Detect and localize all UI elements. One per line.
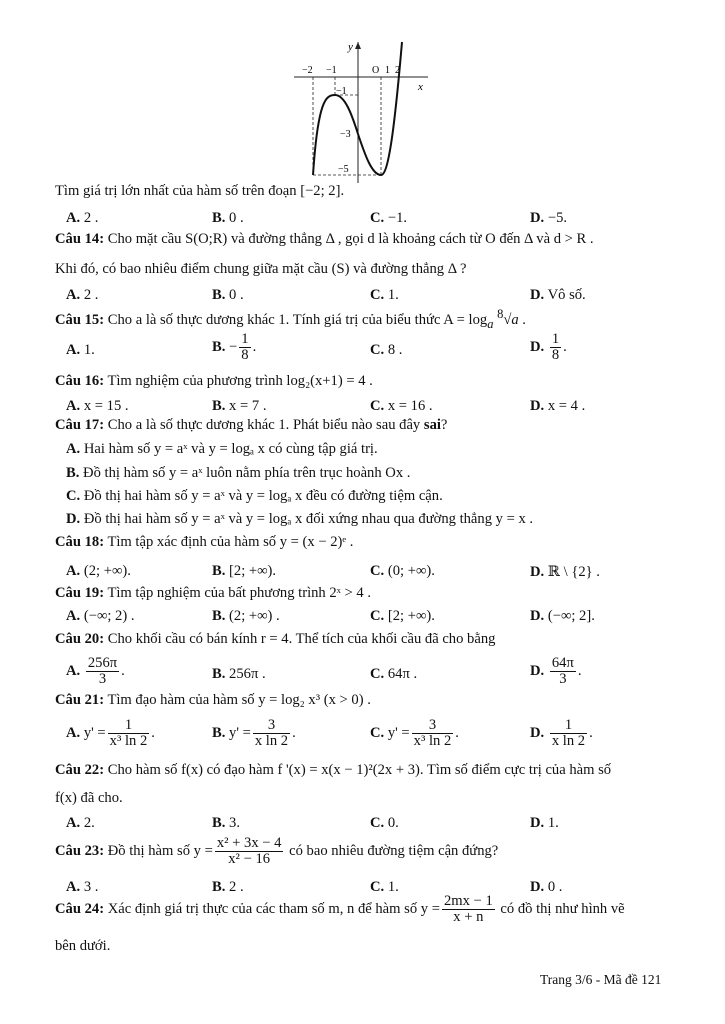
q17-option-a: A. Hai hàm số y = aˣ và y = logₐ x có cùng tập giá trị. (66, 441, 378, 457)
q13-option-b: B. 0 . (212, 210, 244, 226)
q15-option-c: C. 8 . (370, 342, 403, 358)
q20-option-c: C. 64π . (370, 666, 418, 682)
q21-option-c: C. y' = $\frac{3}{\text{x³ ln 2}}$ . (370, 717, 459, 750)
q18-option-a: A. (2; +∞). (66, 563, 131, 579)
q14-option-d: D. Vô số. (530, 287, 586, 303)
q20-option-a: A. $\frac{256\pi}{3}$ . (66, 655, 125, 688)
q24-line2: bên dưới. (55, 938, 111, 954)
q14-option-c: C. 1. (370, 287, 399, 303)
origin-label: O (372, 65, 380, 76)
q14-line1: Câu 14: Cho mặt cầu S(O;R) và đường thẳng Δ , gọi d là khoảng cách từ O đến Δ và d > R . (55, 231, 594, 247)
q22-option-b: B. 3. (212, 815, 240, 831)
q14-line2: Khi đó, có bao nhiêu điểm chung giữa mặt cầu (S) và đường thẳng Δ ? (55, 261, 467, 277)
q16-option-b: B. x = 7 . (212, 398, 267, 414)
y-tick-neg5: −5 (338, 164, 349, 175)
q15-option-a: A. 1. (66, 342, 95, 358)
q24-line1: Câu 24: Xác định giá trị thực của các tham số m, n để hàm số y = $\frac{2mx - 1}{x + n}$ có đồ thị như hình vẽ (55, 893, 625, 926)
q14-option-a: A. 2 . (66, 287, 99, 303)
q20-line: Câu 20: Cho khối cầu có bán kính r = 4. Thể tích của khối cầu đã cho bằng (55, 631, 496, 647)
q13-text: Tìm giá trị lớn nhất của hàm số trên đoạn [−2; 2]. (55, 183, 345, 199)
q23-option-a: A. 3 . (66, 879, 99, 895)
q16-option-c: C. x = 16 . (370, 398, 433, 414)
q18-option-d: D. ℝ \ {2} . (530, 564, 600, 580)
q15-line: Câu 15: Cho a là số thực dương khác 1. Tính giá trị của biểu thức $A = \log_a ^8√a$ . (55, 307, 526, 331)
q17-option-d: D. Đồ thị hai hàm số y = aˣ và y = logₐ x đối xứng nhau qua đường thẳng y = x . (66, 511, 534, 527)
y-tick-neg3: −3 (340, 129, 351, 140)
function-graph (290, 40, 430, 185)
q13-option-d: D. −5. (530, 210, 568, 226)
q21-line: Câu 21: Tìm đạo hàm của hàm số y = log₂ x³ (x > 0) . (55, 692, 371, 708)
q22-option-c: C. 0. (370, 815, 399, 831)
y-tick-neg1: −1 (336, 86, 347, 97)
q21-option-a: A. y' = $\frac{1}{\text{x³ ln 2}}$ . (66, 717, 155, 750)
q23-option-c: C. 1. (370, 879, 399, 895)
q20-option-b: B. 256π . (212, 666, 266, 682)
x-tick-neg2: −2 (302, 65, 313, 76)
q13-option-c: C. −1. (370, 210, 408, 226)
q23-line: Câu 23: Đồ thị hàm số y = $\frac{\text{x² + 3x − 4}}{\text{x² − 16}}$ có bao nhiêu đường tiệm cận đứng? (55, 835, 499, 868)
q15-option-b: B. − $\frac{1}{8}$ . (212, 331, 257, 364)
q16-option-a: A. x = 15 . (66, 398, 129, 414)
q19-option-c: C. [2; +∞). (370, 608, 435, 624)
q23-option-b: B. 2 . (212, 879, 244, 895)
x-tick-2: 2 (395, 65, 400, 76)
q16-line: Câu 16: Tìm nghiệm của phương trình log₂(x+1) = 4 . (55, 373, 373, 389)
page-footer: Trang 3/6 - Mã đề 121 (540, 972, 662, 987)
q23-option-d: D. 0 . (530, 879, 563, 895)
q13-option-a: A. 2 . (66, 210, 99, 226)
q15-option-d: D. $\frac{1}{8}$ . (530, 331, 567, 364)
q21-option-d: D. $\frac{1}{\text{x ln 2}}$ . (530, 717, 593, 750)
x-axis-label: x (418, 81, 423, 93)
q17-line: Câu 17: Cho a là số thực dương khác 1. Phát biểu nào sau đây sai? (55, 417, 448, 433)
q14-option-b: B. 0 . (212, 287, 244, 303)
q17-option-b: B. Đồ thị hàm số y = aˣ luôn nằm phía trên trục hoành Ox . (66, 465, 411, 481)
q18-option-b: B. [2; +∞). (212, 563, 277, 579)
x-tick-1: 1 (385, 65, 390, 76)
q18-option-c: C. (0; +∞). (370, 563, 435, 579)
q20-option-d: D. $\frac{64\pi}{3}$ . (530, 655, 582, 688)
q19-line: Câu 19: Tìm tập nghiệm của bất phương trình 2ˣ > 4 . (55, 585, 372, 601)
q19-option-a: A. (−∞; 2) . (66, 608, 135, 624)
q21-option-b: B. y' = $\frac{3}{\text{x ln 2}}$ . (212, 717, 296, 750)
q22-line1: Câu 22: Cho hàm số f(x) có đạo hàm f '(x) = x(x − 1)²(2x + 3). Tìm số điểm cực trị của hàm số (55, 762, 612, 778)
x-tick-neg1: −1 (326, 65, 337, 76)
q22-option-d: D. 1. (530, 815, 559, 831)
y-axis-label: y (348, 41, 353, 53)
q18-line: Câu 18: Tìm tập xác định của hàm số y = (x − 2)ᵉ . (55, 534, 354, 550)
q22-option-a: A. 2. (66, 815, 95, 831)
q19-option-d: D. (−∞; 2]. (530, 608, 595, 624)
q22-line2: f(x) đã cho. (55, 790, 123, 806)
q19-option-b: B. (2; +∞) . (212, 608, 280, 624)
q17-option-c: C. Đồ thị hai hàm số y = aˣ và y = logₐ x đều có đường tiệm cận. (66, 488, 443, 504)
q16-option-d: D. x = 4 . (530, 398, 586, 414)
